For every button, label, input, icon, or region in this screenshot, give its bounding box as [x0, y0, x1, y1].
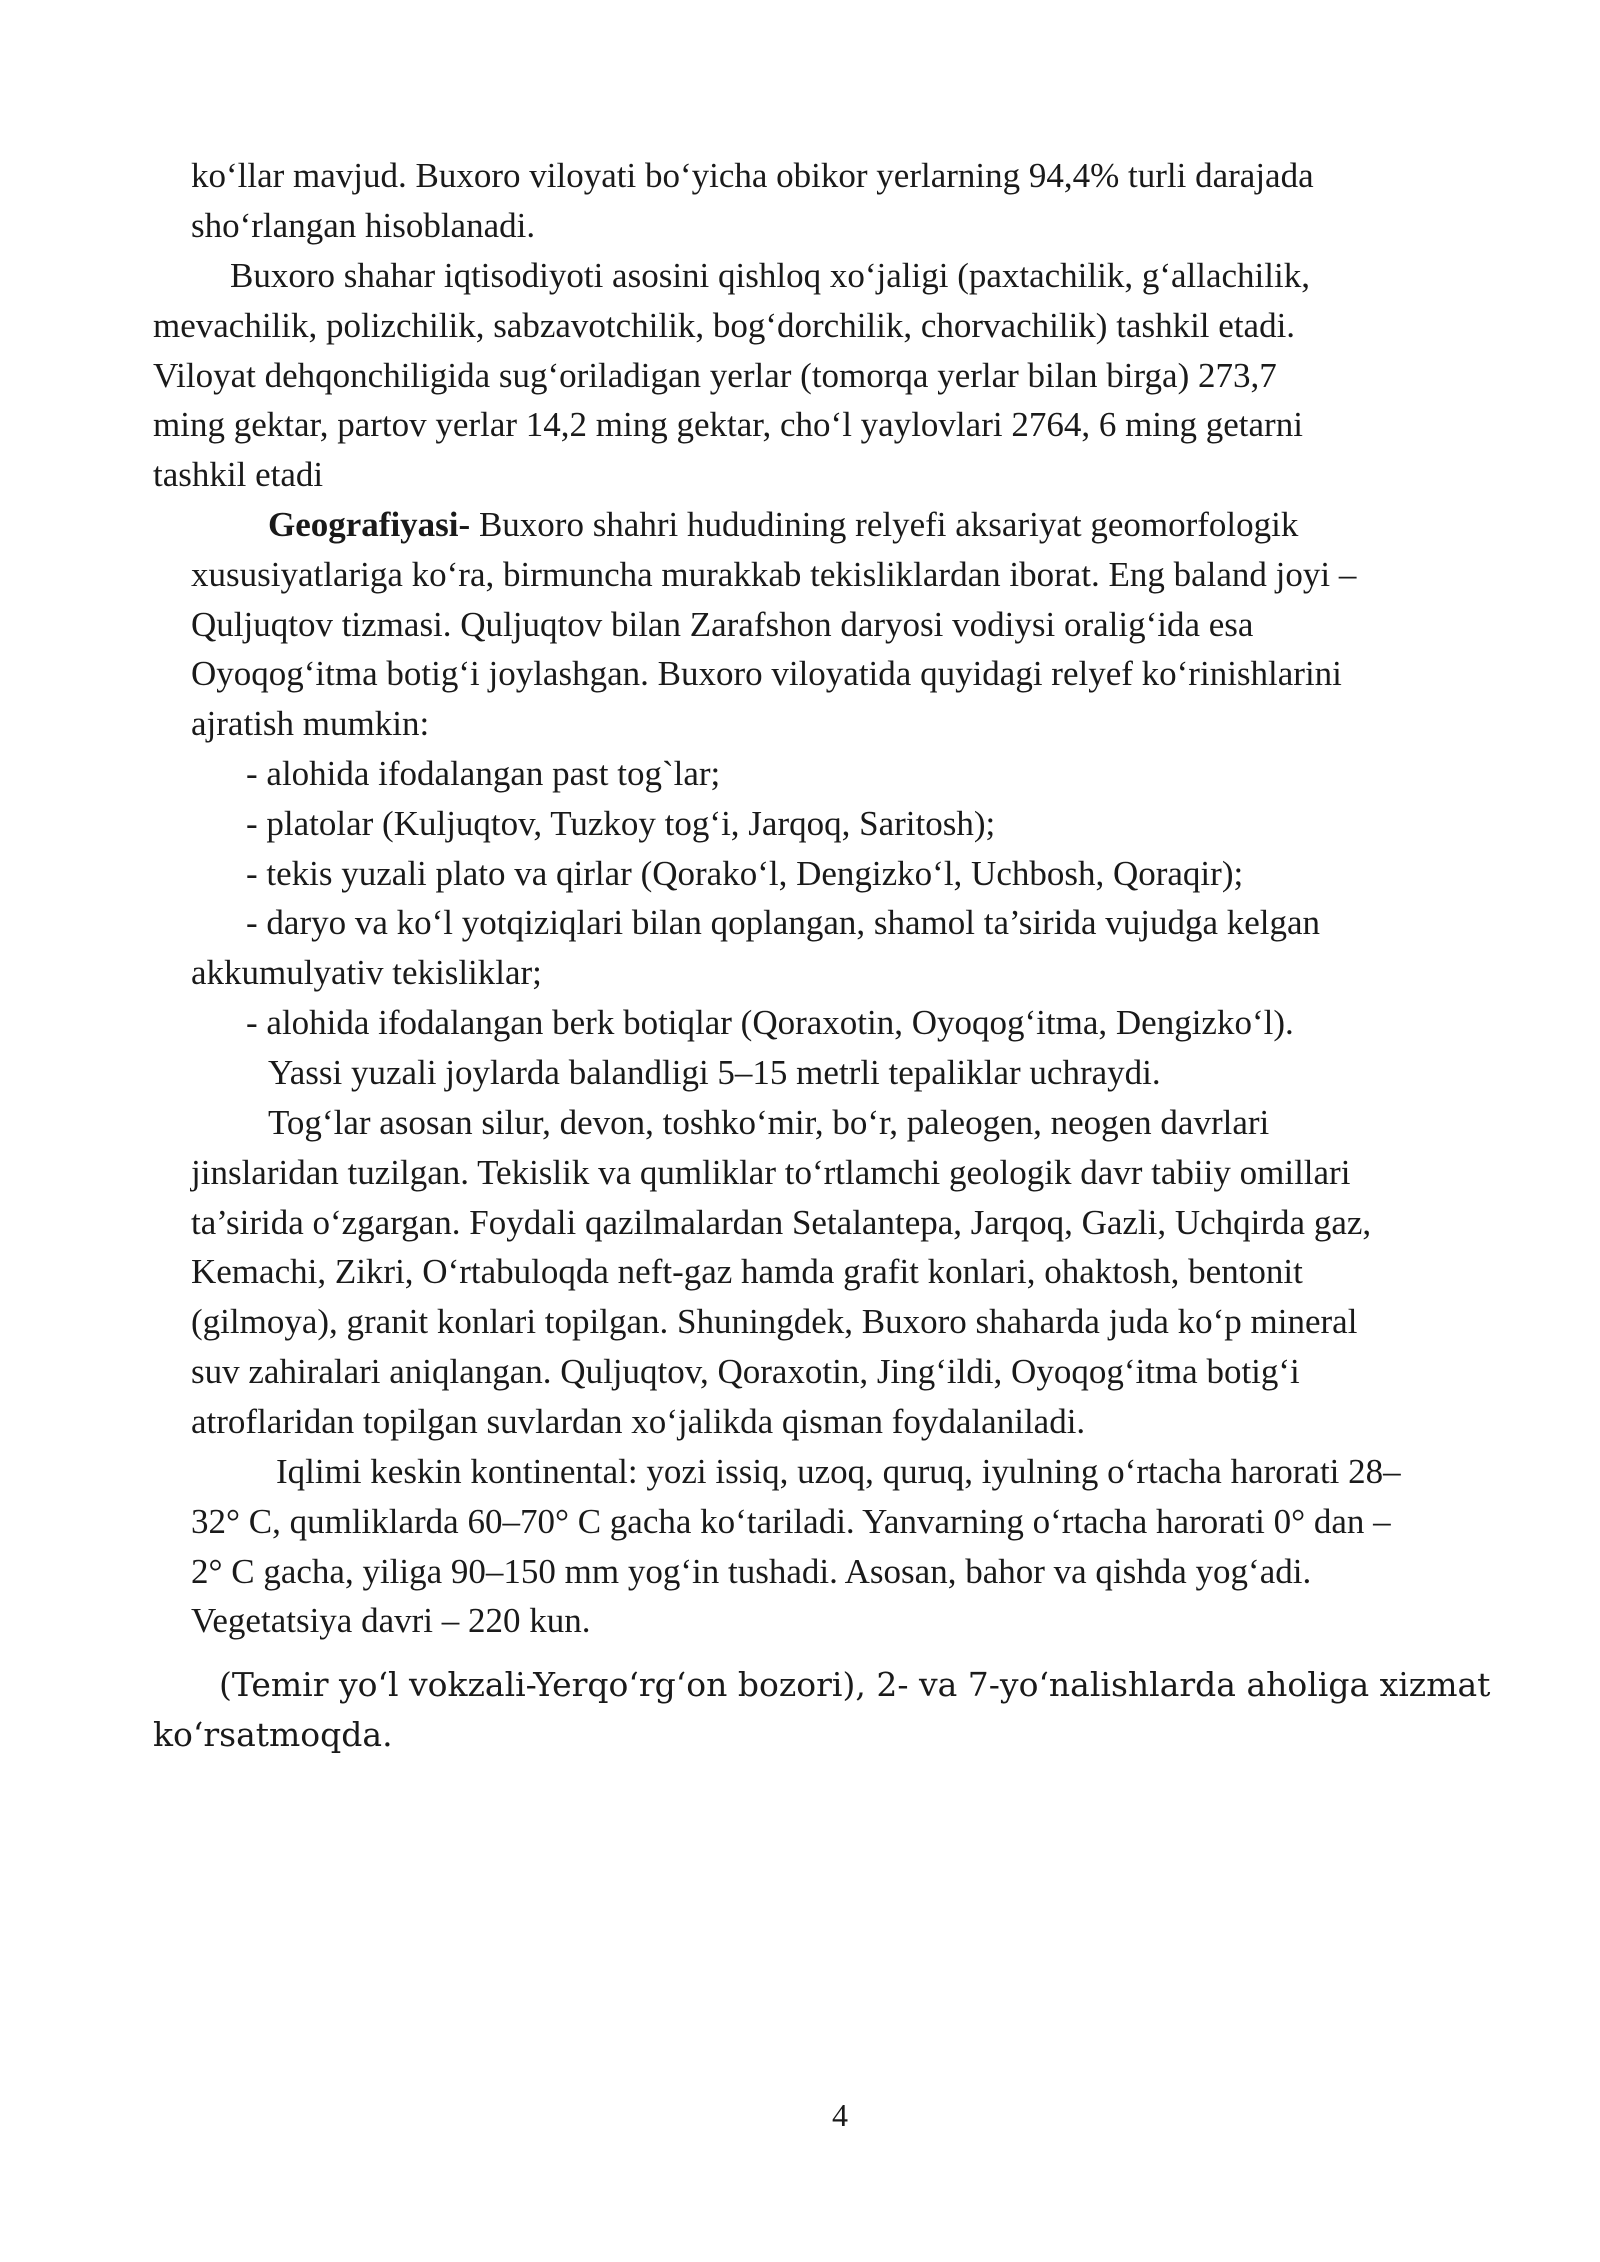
text-line: 2° C gacha, yiliga 90–150 mm yog‘in tushadi. Asosan, bahor va qishda yog‘adi.	[191, 1551, 1312, 1591]
text-line: Yassi yuzali joylarda balandligi 5–15 metrli tepaliklar uchraydi.	[268, 1053, 1161, 1092]
list-item: - alohida ifodalangan berk botiqlar (Qoraxotin, Oyoqog‘itma, Dengizko‘l).	[246, 1002, 1294, 1042]
list-item: - alohida ifodalangan past tog`lar;	[246, 754, 721, 793]
list-item: - platolar (Kuljuqtov, Tuzkoy tog‘i, Jarqoq, Saritosh);	[246, 803, 996, 843]
paragraph-2	[153, 251, 1310, 500]
text-line: (gilmoya), granit konlari topilgan. Shuningdek, Buxoro shaharda juda ko‘p mineral	[191, 1302, 1358, 1342]
text-line: Buxoro shahar iqtisodiyoti asosini qishloq xo‘jaligi (paxtachilik, g‘allachilik,	[230, 256, 1310, 295]
text-line: ta’sirida o‘zgargan. Foydali qazilmalardan Setalantepa, Jarqoq, Gazli, Uchqirda gaz,	[191, 1202, 1372, 1242]
text-line: Oyoqog‘itma botig‘i joylashgan. Buxoro viloyatida quyidagi relyef ko‘rinishlarini	[191, 654, 1342, 694]
text-line	[191, 500, 1356, 550]
paragraph-1	[191, 151, 1314, 251]
text-line: 32° C, qumliklarda 60–70° C gacha ko‘tariladi. Yanvarning o‘rtacha harorati 0° dan –	[191, 1501, 1391, 1541]
paragraph-4	[191, 1048, 1161, 1098]
paragraph-5	[191, 1098, 1371, 1447]
text-line: ko‘llar mavjud. Buxoro viloyati bo‘yicha obikor yerlarning 94,4% turli darajada	[191, 156, 1314, 195]
text-line: Tog‘lar asosan silur, devon, toshko‘mir, bo‘r, paleogen, neogen davrlari	[268, 1103, 1270, 1142]
text-line: Vegetatsiya davri – 220 kun.	[191, 1601, 591, 1641]
text-line: Viloyat dehqonchiligida sug‘oriladigan yerlar (tomorqa yerlar bilan birga) 273,7	[153, 355, 1277, 395]
text-line: Iqlimi keskin kontinental: yozi issiq, uzoq, quruq, iyulning o‘rtacha harorati 28–	[276, 1452, 1401, 1491]
text-line: ajratish mumkin:	[191, 704, 430, 744]
text-line: xususiyatlariga ko‘ra, birmuncha murakkab tekisliklardan iborat. Eng baland joyi –	[191, 554, 1357, 594]
text-line: jinslaridan tuzilgan. Tekislik va qumliklar to‘rtlamchi geologik davr tabiiy omillari	[191, 1152, 1351, 1192]
page-number: 4	[832, 2097, 848, 2133]
text-line-rest: Buxoro shahri hududining relyefi aksariyat geomorfologik	[470, 505, 1299, 544]
paragraph-climate	[191, 1447, 1401, 1646]
text-line: Quljuqtov tizmasi. Quljuqtov bilan Zarafshon daryosi vodiysi oralig‘ida esa	[191, 604, 1254, 644]
relief-list	[191, 749, 1320, 1048]
paragraph-7	[153, 1660, 1490, 1760]
list-item: - daryo va ko‘l yotqiziqlari bilan qoplangan, shamol ta’sirida vujudga kelgan	[246, 903, 1321, 943]
text-line: (Temir yo‘l vokzali-Yerqo‘rg‘on bozori), 2- va 7-yo‘nalishlarda aholiga xizmat	[219, 1665, 1491, 1704]
text-line: tashkil etadi	[153, 455, 324, 495]
text-line: sho‘rlangan hisoblanadi.	[191, 205, 536, 245]
text-line: ming gektar, partov yerlar 14,2 ming gektar, cho‘l yaylovlari 2764, 6 ming getarni	[153, 405, 1303, 445]
text-line: atroflaridan topilgan suvlardan xo‘jalikda qisman foydalaniladi.	[191, 1401, 1086, 1441]
list-item: - tekis yuzali plato va qirlar (Qorako‘l, Dengizko‘l, Uchbosh, Qoraqir);	[246, 853, 1244, 893]
text-line: suv zahiralari aniqlangan. Quljuqtov, Qoraxotin, Jing‘ildi, Oyoqog‘itma botig‘i	[191, 1351, 1300, 1391]
text-line: ko‘rsatmoqda.	[153, 1714, 393, 1754]
paragraph-geography	[191, 500, 1356, 749]
list-item-continuation: akkumulyativ tekisliklar;	[191, 953, 542, 993]
text-line: mevachilik, polizchilik, sabzavotchilik, bog‘dorchilik, chorvachilik) tashkil etadi.	[153, 305, 1296, 345]
text-line: Kemachi, Zikri, O‘rtabuloqda neft-gaz hamda grafit konlari, ohaktosh, bentonit	[191, 1252, 1303, 1292]
section-heading: Geografiyasi-	[268, 505, 471, 544]
